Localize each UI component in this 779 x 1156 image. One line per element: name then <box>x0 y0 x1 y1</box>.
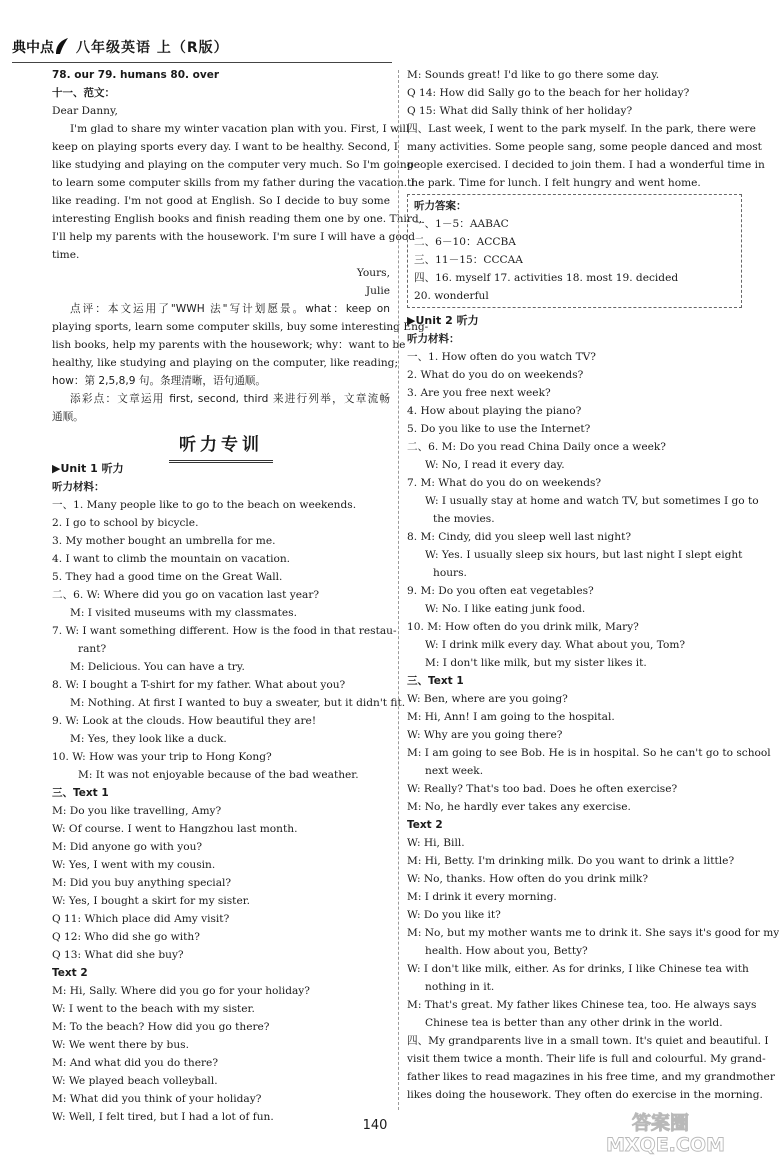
text-line: W: Ben, where are you going? <box>407 693 568 705</box>
text-line: M: Did anyone go with you? <box>52 841 203 853</box>
text-line: ▶Unit 2 听力 <box>407 314 479 327</box>
text-line: people exercised. I decided to join them. I had a wonderful time in <box>407 159 765 171</box>
text-line: Q 11: Which place did Amy visit? <box>52 913 230 925</box>
text-line: W: Why are you going there? <box>407 729 563 741</box>
text-line: M: I am going to see Bob. He is in hospital. So he can't go to school <box>407 747 771 759</box>
text-line: Q 14: How did Sally go to the beach for her holiday? <box>407 87 690 99</box>
text-line: next week. <box>425 765 484 777</box>
text-line: 3. Are you free next week? <box>407 387 551 399</box>
text-line: 四、My grandparents live in a small town. It's quiet and beautiful. I <box>407 1035 769 1047</box>
text-line: 通顺。 <box>52 411 84 423</box>
text-line: Q 12: Who did she go with? <box>52 931 200 943</box>
text-line: Yours, <box>356 267 390 279</box>
text-line: M: I don't like milk, but my sister likes it. <box>425 657 647 669</box>
text-line: I'll help my parents with the housework. I'm sure I will have a good <box>52 231 415 243</box>
text-line: W: Of course. I went to Hangzhou last month. <box>52 823 298 835</box>
text-line: time. <box>52 249 80 261</box>
text-line: keep on playing sports every day. I want to be healthy. Second, I <box>52 141 398 153</box>
text-line: Chinese tea is better than any other drink in the world. <box>425 1017 723 1029</box>
text-line: M: Do you like travelling, Amy? <box>52 805 222 817</box>
text-line: ▶Unit 1 听力 <box>52 462 124 475</box>
text-line: M: Yes, they look like a duck. <box>70 733 227 745</box>
text-line: W: Yes, I went with my cousin. <box>52 859 216 871</box>
text-line: 听力材料： <box>52 481 105 493</box>
section-title <box>52 430 390 460</box>
text-line: M: Hi, Sally. Where did you go for your holiday? <box>52 985 310 997</box>
text-line: M: That's great. My father likes Chinese tea, too. He always says <box>407 999 757 1011</box>
text-line: 4. How about playing the piano? <box>407 405 582 417</box>
text-line: M: I visited museums with my classmates. <box>70 607 297 619</box>
page-title: 八年级英语 上（R版） <box>76 40 229 56</box>
text-line: nothing in it. <box>425 981 495 993</box>
text-line: visit them twice a month. Their life is full and colourful. My grand- <box>407 1053 766 1065</box>
text-line: Q 13: What did she buy? <box>52 949 184 961</box>
text-line: 四、Last week, I went to the park myself. In the park, there were <box>407 123 756 135</box>
text-line: rant? <box>78 643 107 655</box>
text-line: 8. M: Cindy, did you sleep well last night? <box>407 531 632 543</box>
page-header <box>12 36 229 58</box>
text-line: M: To the beach? How did you go there? <box>52 1021 270 1033</box>
text-line: 二、6. W: Where did you go on vacation last year? <box>52 589 320 601</box>
text-line: 7. W: I want something different. How is the food in that restau- <box>52 625 397 637</box>
watermark-top: 答案圈 <box>632 1112 690 1134</box>
text-line: W: Well, I felt tired, but I had a lot of fun. <box>52 1111 274 1123</box>
text-line: like reading. I'm not good at English. So I decide to buy some <box>52 195 390 207</box>
text-line: interesting English books and finish reading them one by one. Third, <box>52 213 423 225</box>
right-column-bottom <box>407 312 779 1104</box>
text-line: M: Hi, Betty. I'm drinking milk. Do you want to drink a little? <box>407 855 735 867</box>
text-line: 三、Text 1 <box>407 675 464 687</box>
text-line: 78. our 79. humans 80. over <box>52 69 220 81</box>
text-line: 一、1. How often do you watch TV? <box>407 351 596 363</box>
text-line: 2. I go to school by bicycle. <box>52 517 199 529</box>
book-logo-icon <box>12 36 72 58</box>
right-column <box>407 66 779 1104</box>
answer-key-box <box>407 194 742 308</box>
text-line: W: I usually stay at home and watch TV, but sometimes I go to <box>425 495 759 507</box>
text-line: W: No, I read it every day. <box>425 459 565 471</box>
text-line: healthy, like studying and playing on the computer, like reading; <box>52 357 399 369</box>
text-line: W: I went to the beach with my sister. <box>52 1003 255 1015</box>
answer-key-heading: 听力答案： <box>414 200 467 212</box>
text-line: Text 2 <box>407 819 443 831</box>
text-line: many activities. Some people sang, some people danced and most <box>407 141 762 153</box>
text-line: playing sports, learn some computer skills, buy some interesting Eng- <box>52 321 429 333</box>
answer-key-line: 四、16. myself 17. activities 18. most 19. decided <box>414 272 679 284</box>
text-line: M: It was not enjoyable because of the bad weather. <box>78 769 359 781</box>
text-line: I'm glad to share my winter vacation plan with you. First, I will <box>70 123 410 135</box>
text-line: W: No, thanks. How often do you drink milk? <box>407 873 649 885</box>
text-line: W: Yes. I usually sleep six hours, but last night I slept eight <box>425 549 743 561</box>
text-line: 一、1. Many people like to go to the beach on weekends. <box>52 499 357 511</box>
text-line: 听力材料： <box>407 333 460 345</box>
text-line: M: Sounds great! I'd like to go there some day. <box>407 69 660 81</box>
text-line: 4. I want to climb the mountain on vacation. <box>52 553 291 565</box>
text-line: M: Did you buy anything special? <box>52 877 232 889</box>
text-line: M: Nothing. At first I wanted to buy a sweater, but it didn't fit. <box>70 697 406 709</box>
text-line: M: I drink it every morning. <box>407 891 557 903</box>
text-line: hours. <box>433 567 467 579</box>
text-line: W: Hi, Bill. <box>407 837 465 849</box>
text-line: 5. They had a good time on the Great Wall. <box>52 571 283 583</box>
text-line: W: I don't like milk, either. As for drinks, I like Chinese tea with <box>407 963 749 975</box>
text-line: the park. Time for lunch. I felt hungry and went home. <box>407 177 701 189</box>
text-line: 9. M: Do you often eat vegetables? <box>407 585 594 597</box>
answer-key-line: 20. wonderful <box>414 290 489 302</box>
text-line: 三、Text 1 <box>52 787 109 799</box>
text-line: M: And what did you do there? <box>52 1057 218 1069</box>
text-line: W: Really? That's too bad. Does he often exercise? <box>407 783 678 795</box>
header-divider <box>12 62 392 63</box>
text-line: W: I drink milk every day. What about you, Tom? <box>425 639 686 651</box>
text-line: M: No, but my mother wants me to drink it. She says it's good for my <box>407 927 779 939</box>
text-line: lish books, help my parents with the housework; why：want to be <box>52 339 406 351</box>
text-line: 2. What do you do on weekends? <box>407 369 584 381</box>
text-line: the movies. <box>433 513 495 525</box>
text-line: 3. My mother bought an umbrella for me. <box>52 535 276 547</box>
left-column <box>52 66 429 1126</box>
text-line: W: No. I like eating junk food. <box>425 603 586 615</box>
text-line: M: Delicious. You can have a try. <box>70 661 245 673</box>
logo-text: 典中点 <box>12 40 54 56</box>
text-line: 十一、范文： <box>52 87 115 99</box>
text-line: W: Do you like it? <box>407 909 501 921</box>
text-line: to learn some computer skills from my father during the vacation. I <box>52 177 415 189</box>
text-line: Julie <box>365 285 390 297</box>
text-line: 9. W: Look at the clouds. How beautiful they are! <box>52 715 317 727</box>
text-line: M: Hi, Ann! I am going to the hospital. <box>407 711 615 723</box>
watermark-logo-icon <box>604 1110 744 1154</box>
page-number: 140 <box>362 1118 388 1133</box>
text-line: how：第 2,5,8,9 句。条理清晰，语句通顺。 <box>52 375 266 387</box>
text-line: W: We played beach volleyball. <box>52 1075 218 1087</box>
text-line: M: No, he hardly ever takes any exercise. <box>407 801 631 813</box>
text-line: Q 15: What did Sally think of her holiday? <box>407 105 633 117</box>
text-line: W: Yes, I bought a skirt for my sister. <box>52 895 250 907</box>
right-column-top <box>407 66 765 192</box>
text-line: 5. Do you like to use the Internet? <box>407 423 591 435</box>
text-line: likes doing the housework. They often do exercise in the morning. <box>407 1089 763 1101</box>
text-line: father likes to read magazines in his free time, and my grandmother <box>407 1071 775 1083</box>
text-line: 二、6. M: Do you read China Daily once a week? <box>407 441 666 453</box>
answer-key-line: 三、11－15：CCCAA <box>414 254 523 266</box>
section-title-text: 听力专训 <box>169 430 273 463</box>
text-line: Text 2 <box>52 967 88 979</box>
answer-key-line: 二、6－10：ACCBA <box>414 236 516 248</box>
watermark-bottom: MXQE.COM <box>606 1134 725 1156</box>
text-line: Dear Danny, <box>52 105 118 117</box>
text-line: W: We went there by bus. <box>52 1039 189 1051</box>
answer-key-line: 一、1－5：AABAC <box>414 218 509 230</box>
text-line: M: What did you think of your holiday? <box>52 1093 262 1105</box>
text-line: 10. M: How often do you drink milk, Mary? <box>407 621 639 633</box>
text-line: like studying and playing on the computer very much. So I'm going <box>52 159 414 171</box>
text-line: 添彩点：文章运用 first, second, third 来进行列举，文章流畅 <box>70 393 390 405</box>
text-line: 10. W: How was your trip to Hong Kong? <box>52 751 272 763</box>
text-line: health. How about you, Betty? <box>425 945 588 957</box>
column-divider <box>398 70 399 1110</box>
text-line: 7. M: What do you do on weekends? <box>407 477 602 489</box>
text-line: 点评：本文运用了"WWH 法"写计划愿景。what：keep on <box>70 303 390 315</box>
text-line: 8. W: I bought a T-shirt for my father. What about you? <box>52 679 346 691</box>
